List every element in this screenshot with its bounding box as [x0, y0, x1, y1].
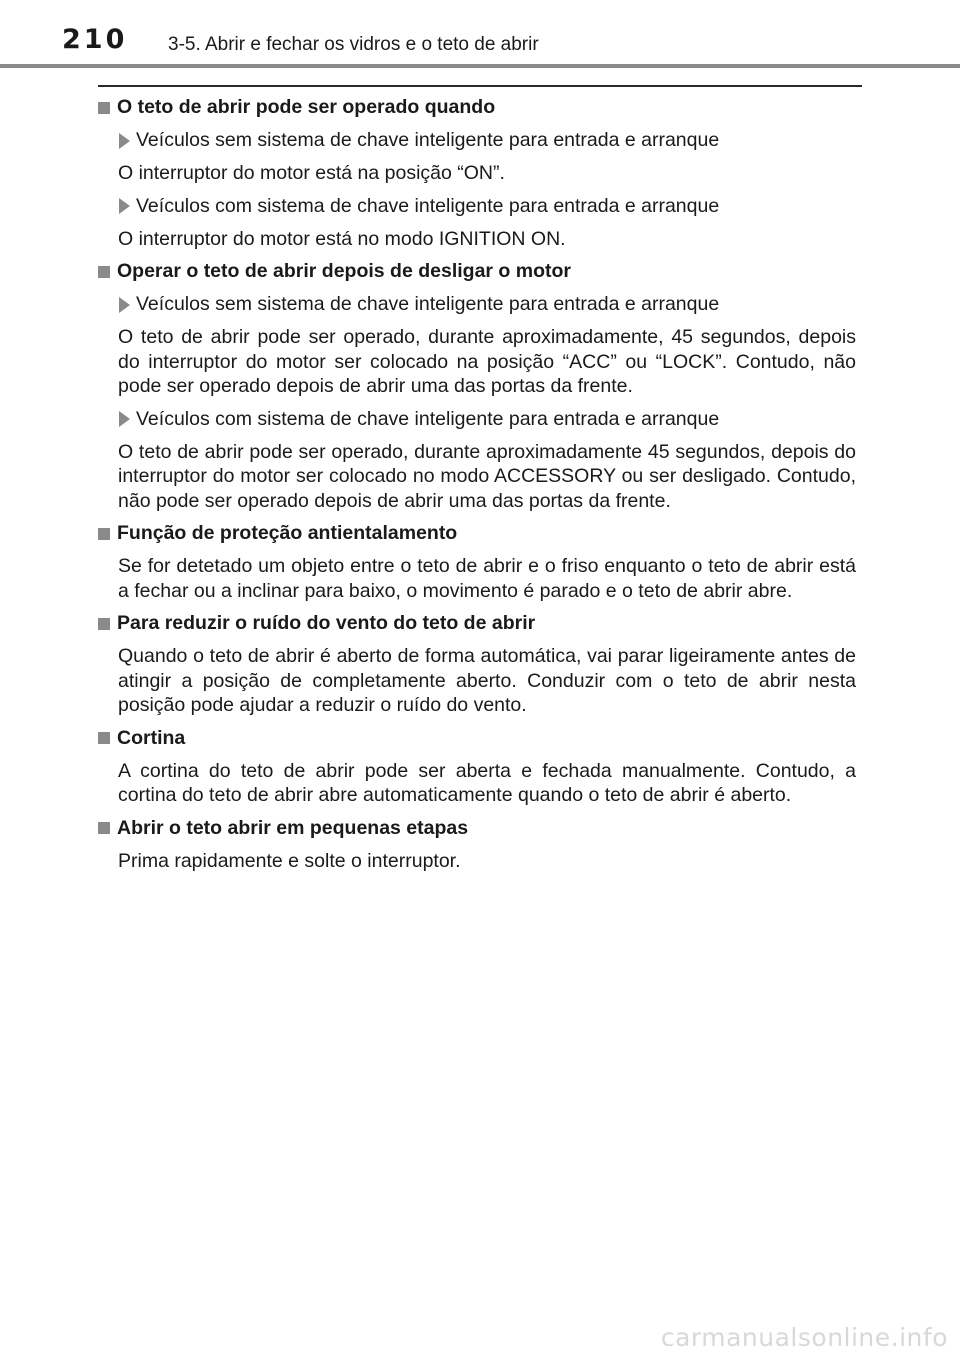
section-heading-text: Cortina [117, 726, 186, 749]
triangle-bullet-icon [119, 411, 130, 427]
page-header [0, 0, 960, 64]
vehicle-variant-heading [98, 292, 856, 317]
paragraph: Quando o teto de abrir é aberto de forma automática, vai parar ligeiramente antes de atingir a posição de completamente aberto. Conduzir com o teto de abrir nesta posição pode ajudar a reduzir o ruído do vento. [118, 645, 856, 716]
section-heading-text: Operar o teto de abrir depois de desligar o motor [117, 260, 572, 283]
section-heading [98, 521, 856, 546]
chapter-title: 3-5. Abrir e fechar os vidros e o teto de abrir [168, 34, 539, 55]
vehicle-variant-heading [98, 194, 856, 219]
section-heading [98, 259, 856, 284]
section-sunshade [98, 726, 856, 808]
paragraph: A cortina do teto de abrir pode ser aberta e fechada manualmente. Contudo, a cortina do teto de abrir abre automaticamente quando o teto de abrir é aberto. [118, 759, 856, 806]
section-heading-text: Abrir o teto abrir em pequenas etapas [117, 816, 469, 839]
section-heading [98, 816, 856, 841]
square-bullet-icon [98, 732, 110, 744]
vehicle-variant-heading [98, 407, 856, 432]
paragraph: O teto de abrir pode ser operado, durante aproximadamente 45 segundos, depois do interruptor do motor ser colocado no modo ACCESSORY ou ser desligado. Contudo, não pode ser operado depois de abrir uma das portas da frente. [118, 440, 856, 512]
section-small-steps [98, 816, 856, 874]
section-heading [98, 726, 856, 751]
triangle-bullet-icon [119, 133, 130, 149]
header-divider [0, 64, 960, 68]
site-watermark: carmanualsonline.info [660, 1323, 948, 1352]
paragraph: O teto de abrir pode ser operado, durante aproximadamente, 45 segundos, depois do interruptor do motor ser colocado na posição “ACC” ou “LOCK”. Contudo, não pode ser operado depois de abrir uma das portas da frente. [118, 326, 856, 397]
paragraph: O interruptor do motor está no modo IGNITION ON. [118, 227, 566, 250]
square-bullet-icon [98, 618, 110, 630]
square-bullet-icon [98, 822, 110, 834]
section-heading-text: O teto de abrir pode ser operado quando [117, 96, 496, 119]
section-heading [98, 95, 856, 120]
vehicle-variant-text: Veículos sem sistema de chave inteligente para entrada e arranque [136, 293, 720, 316]
square-bullet-icon [98, 102, 110, 114]
triangle-bullet-icon [119, 198, 130, 214]
section-operation-conditions [98, 95, 856, 251]
section-after-engine-off [98, 259, 856, 513]
vehicle-variant-text: Veículos com sistema de chave inteligente para entrada e arranque [136, 194, 720, 217]
triangle-bullet-icon [119, 297, 130, 313]
content-top-rule [98, 85, 862, 87]
section-wind-noise [98, 611, 856, 718]
section-heading-text: Função de proteção antientalamento [117, 522, 458, 545]
section-heading [98, 611, 856, 636]
square-bullet-icon [98, 528, 110, 540]
section-heading-text: Para reduzir o ruído do vento do teto de abrir [117, 612, 536, 635]
vehicle-variant-text: Veículos com sistema de chave inteligente para entrada e arranque [136, 407, 720, 430]
square-bullet-icon [98, 266, 110, 278]
section-anti-jam [98, 521, 856, 603]
page-number: 210 [62, 24, 128, 55]
paragraph: Se for detetado um objeto entre o teto de abrir e o friso enquanto o teto de abrir está a fechar ou a inclinar para baixo, o movimento é parado e o teto de abrir abre. [118, 555, 856, 602]
vehicle-variant-text: Veículos sem sistema de chave inteligente para entrada e arranque [136, 129, 720, 152]
paragraph: O interruptor do motor está na posição “ON”. [118, 162, 505, 184]
manual-content [98, 95, 856, 881]
paragraph: Prima rapidamente e solte o interruptor. [118, 849, 461, 872]
vehicle-variant-heading [98, 128, 856, 153]
